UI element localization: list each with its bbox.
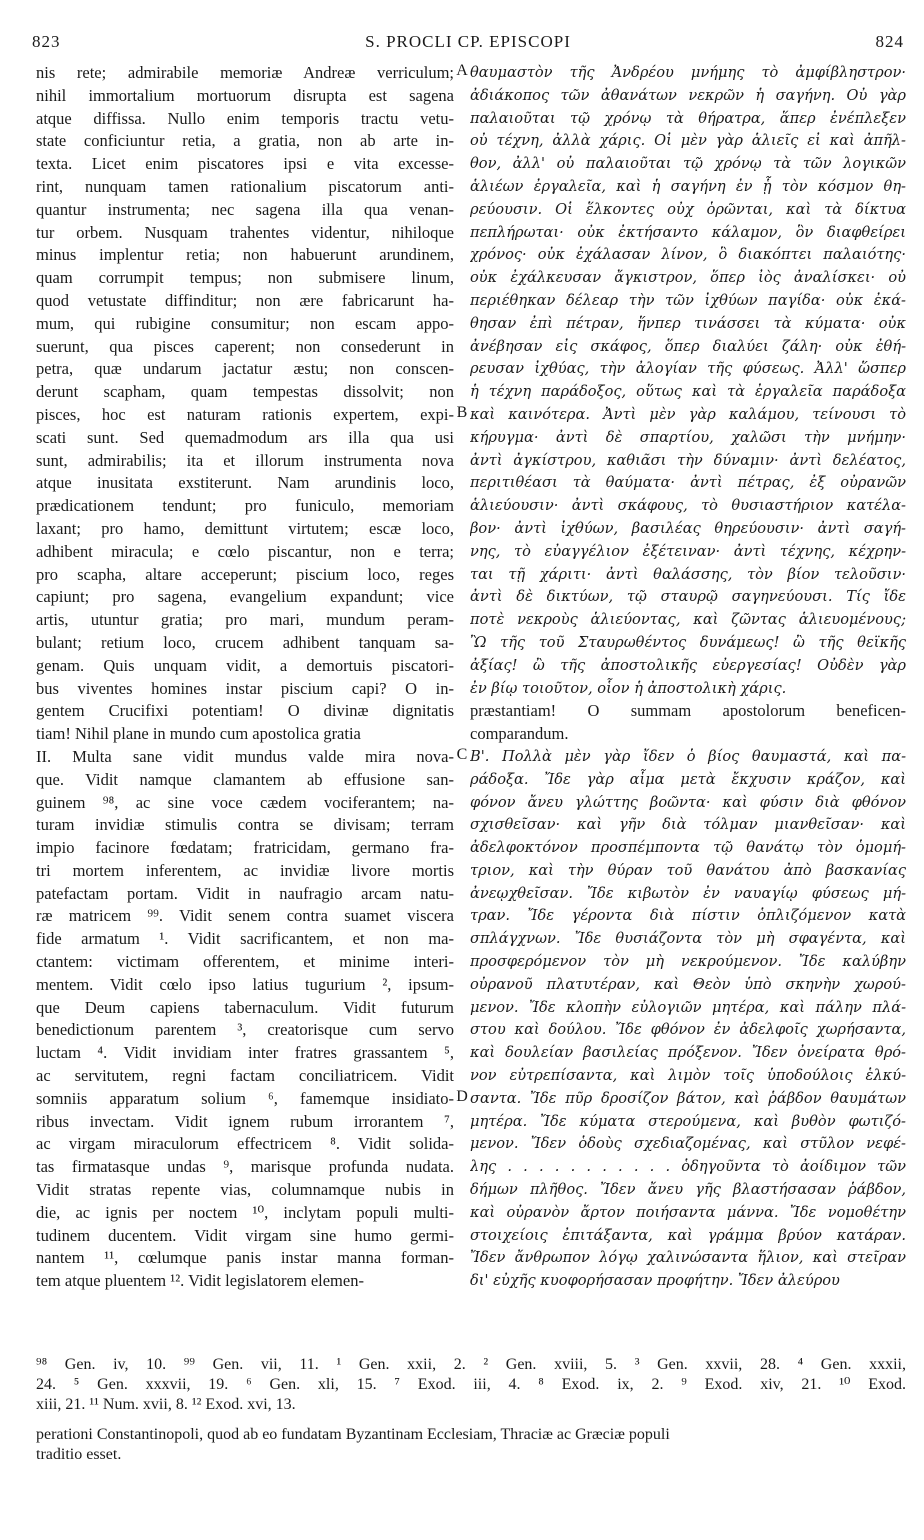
latin-column bbox=[36, 62, 454, 1293]
footnote-continuation bbox=[36, 1425, 906, 1465]
greek-text-line: ἐν βίῳ τοιοῦτον, οἷον ἡ ἀποστολικὴ χάρις. bbox=[470, 679, 787, 697]
section-marker-b: B bbox=[456, 404, 468, 421]
latin-text-line: somniis apparatum solium ⁶, famemque insidiato- bbox=[36, 1088, 454, 1108]
greek-text-line: σπλάγχνων. Ἴδε θυσιάζοντα τὸν μὴ σφαγέντα, καὶ bbox=[470, 930, 906, 948]
greek-text-line: σαντα. Ἴδε πῦρ δροσίζον βάτον, καὶ ῥάβδον θαυμάτων bbox=[470, 1089, 906, 1107]
latin-text-line: guinem ⁹⁸, ac sine voce cædem vociferantem; na- bbox=[36, 792, 454, 812]
section-marker-d: D bbox=[456, 1088, 468, 1105]
latin-text-line: minus implentur retia; non habuerunt arundinem, bbox=[36, 245, 454, 265]
latin-text-line: que. Vidit namque clamantem ab effusione san- bbox=[36, 769, 454, 789]
greek-text-line: præstantiam! O summam apostolorum beneficen- bbox=[470, 701, 906, 721]
greek-text-line: ἁλιεύουσιν· ἀντὶ σκάφους, τὸ θυσιαστήριον κατέλα- bbox=[470, 497, 906, 515]
latin-text-line: mum, qui rubigine consumitur; non escam appo- bbox=[36, 313, 454, 333]
latin-text-line: tri mortem inferentem, ac invidiæ livore mortis bbox=[36, 860, 454, 880]
latin-text-line: Vidit stratas repente vias, columnamque nubis in bbox=[36, 1180, 454, 1200]
footnote-line: ⁹⁸ Gen. iv, 10. ⁹⁹ Gen. vii, 11. ¹ Gen. xxii, 2. ² Gen. xviii, 5. ³ Gen. xxvii, 28. ⁴ Gen. xxxii, bbox=[36, 1356, 906, 1373]
latin-text-line: artis, utuntur gratia; pro mari, mundum peram- bbox=[36, 610, 454, 630]
page-number-left: 823 bbox=[32, 32, 61, 51]
latin-text-line: tem atque pluentem ¹². Vidit legislatorem elemen- bbox=[36, 1271, 364, 1291]
greek-text-line: ἀξίας! ὢ τῆς ἀποστολικῆς εὐεργεσίας! Οὐδὲν γὰρ bbox=[470, 656, 906, 674]
latin-text-line: atque inusitata exstiterunt. Nam arundinis loco, bbox=[36, 473, 454, 493]
greek-text-line: χρόνος· οὐκ ἐχάλασαν λίνον, ὃ διακόπτει παλαιότης· bbox=[470, 246, 906, 264]
latin-text-line: II. Multa sane vidit mundus valde mira nova- bbox=[36, 746, 454, 766]
latin-text-line: quam corrumpit tempus; non submisere linum, bbox=[36, 268, 454, 288]
footnote-line: xiii, 21. ¹¹ Num. xvii, 8. ¹² Exod. xvi, 13. bbox=[36, 1396, 296, 1413]
latin-text-line: scati sunt. Sed quemadmodum ars illa qua usi bbox=[36, 427, 454, 447]
greek-text-line: οὐ τέχνη, ἀλλὰ χάρις. Οἱ μὲν γὰρ ἁλιεῖς εἰ καὶ ἀπῆλ- bbox=[470, 132, 906, 150]
latin-text-line: derunt scapham, quam tempestas dissolvit; non bbox=[36, 382, 454, 402]
latin-text-line: turam invidiæ stimulis contra se divisam; terram bbox=[36, 815, 454, 835]
latin-text-line: pro scapha, altare acceperunt; piscium loco, reges bbox=[36, 564, 454, 584]
latin-text-line: impio facinore fœdatam; fratricidam, germano fra- bbox=[36, 838, 454, 858]
greek-text-line: τραν. Ἴδε γέροντα διὰ πίστιν ὁπλιζόμενον κατὰ bbox=[470, 907, 906, 925]
latin-text-line: gentem Crucifixi potentiam! O divinæ dignitatis bbox=[36, 701, 454, 721]
greek-text-line: Ὢ τῆς τοῦ Σταυρωθέντος δυνάμεως! ὢ τῆς θεϊκῆς bbox=[470, 633, 906, 651]
greek-text-line: ἀντὶ δὲ δικτύων, τῷ σταυρῷ σαγηνεύουσι. Τίς ἴδε bbox=[470, 588, 906, 606]
greek-text-line: μητέρα. Ἴδε κύματα στερούμενα, καὶ βυθὸν φωτιζό- bbox=[470, 1112, 906, 1130]
greek-text-line: δήμων πλῆθος. Ἴδεν ἄνευ γῆς βλαστήσασαν ῥάβδον, bbox=[470, 1181, 906, 1199]
latin-text-line: ræ matricem ⁹⁹. Vidit senem contra suamet viscera bbox=[36, 906, 454, 926]
latin-text-line: benedictionum parentem ³, creatorisque cum servo bbox=[36, 1020, 454, 1040]
greek-text-line: φόνον ἄνευ γλώττης βοῶντα· καὶ φύσιν διὰ φθόνον bbox=[470, 793, 906, 811]
latin-text-line: tudinem ducentem. Vidit virgam sine humo germi- bbox=[36, 1225, 454, 1245]
greek-column bbox=[470, 62, 906, 1293]
greek-text-line: καὶ καινότερα. Ἀντὶ μὲν γὰρ καλάμου, τείνουσι τὸ bbox=[470, 405, 906, 423]
latin-text-line: ac virgam miraculorum effectricem ⁸. Vidit solida- bbox=[36, 1134, 454, 1154]
greek-text-line: Ἴδεν ἄνθρωπον λόγῳ χαλινώσαντα ἥλιον, καὶ στεῖραν bbox=[470, 1249, 906, 1267]
latin-text-line: tur orbem. Nusquam trahentes videntur, nihiloque bbox=[36, 222, 454, 242]
continuation-text-line: perationi Constantinopoli, quod ab eo fundatam Byzantinam Ecclesiam, Thraciæ ac Græciæ populi bbox=[36, 1426, 670, 1443]
greek-text-line: θαυμαστὸν τῆς Ἀνδρέου μνήμης τὸ ἀμφίβληστρον· bbox=[470, 64, 906, 81]
latin-text-line: laxant; pro hamo, demittunt virtutem; escæ loco, bbox=[36, 518, 454, 538]
latin-text-line: quod vetustate diffinditur; non ære fabricarunt ha- bbox=[36, 290, 454, 310]
greek-text-line: καὶ οὐρανὸν ἄρτον ποιήσαντα μάννα. Ἴδε νομοθέτην bbox=[470, 1203, 906, 1221]
greek-text-line: ἀδελφοκτόνον προσπέμποντα τῷ θανάτῳ τὸν ὁμομή- bbox=[470, 839, 906, 857]
greek-text-line: δι' εὐχῆς κυοφορήσασαν προφήτην. Ἴδεν ἀλεύρου bbox=[470, 1272, 840, 1290]
latin-text-line: bulant; retium loco, crucem adhibent tanquam sa- bbox=[36, 632, 454, 652]
latin-text-line: patefactam portam. Vidit in naufragio arcam natu- bbox=[36, 883, 454, 903]
greek-text-line: πεπλήρωται· οὐκ ἐκτήσαντο κάλαμον, ὃν διαφθείρει bbox=[470, 223, 906, 241]
greek-text-line: στοιχείοις ἐπιτάξαντα, καὶ γράμμα βρύον κατάραν. bbox=[470, 1226, 906, 1244]
latin-text-line: bus viventes homines instar piscium capi? O in- bbox=[36, 678, 454, 698]
latin-text-line: prædicationem tendunt; pro funiculo, memoriam bbox=[36, 496, 454, 516]
greek-text-line: οὐκ ἐχάλκευσαν ἄγκιστρον, ὅπερ ἰὸς ἀναλίσκει· οὐ bbox=[470, 269, 906, 287]
greek-text-line: ρευσαν ἰχθύας, τὴν ἀλογίαν τῆς φύσεως. Ἀλλ' ὥσπερ bbox=[470, 360, 906, 378]
latin-text-line: quantur instrumenta; nec sagena illa qua venan- bbox=[36, 199, 454, 219]
greek-text-line: στου καὶ δούλου. Ἴδε φθόνον ἐν ἀδελφοῖς χωρήσαντα, bbox=[470, 1021, 906, 1039]
latin-text-line: rint, nunquam tamen rationalium piscatorum anti- bbox=[36, 176, 454, 196]
section-marker-a: A bbox=[456, 62, 468, 79]
latin-text-line: petra, quæ undarum jactatur æstu; non conscen- bbox=[36, 359, 454, 379]
greek-text-line: οὐρανοῦ πλατυτέραν, καὶ Θεὸν ὑπὸ σκηνὴν χωρού- bbox=[470, 975, 906, 993]
greek-text-line: ἡ τέχνη παράδοξος, οὕτως καὶ τὰ ἐργαλεῖα παράδοξα bbox=[470, 383, 906, 401]
latin-text-line: genam. Quis unquam vidit, a demortuis piscatori- bbox=[36, 655, 454, 675]
latin-text-line: ac servitutem, regni factam conciliatricem. Vidit bbox=[36, 1066, 454, 1086]
latin-text-line: die, ac ignis per noctem ¹⁰, inclytam populi multi- bbox=[36, 1202, 454, 1222]
latin-text-line: ribus invectam. Vidit ignem rubum irrorantem ⁷, bbox=[36, 1111, 454, 1131]
latin-text-line: nihil immortalium mortuorum disrupta est sagena bbox=[36, 85, 454, 105]
greek-text-line: παλαιοῦται τῷ χρόνῳ τὰ θήρατρα, ἅπερ ἐνέπλεξεν bbox=[470, 109, 906, 127]
footnotes bbox=[36, 1355, 906, 1415]
greek-text-line: ται τῇ χάριτι· ἀντὶ θαλάσσης, τὸν βίον τελοῦσιν· bbox=[470, 565, 906, 583]
latin-text-line: pisces, hoc est naturam rationis expertem, expi- bbox=[36, 404, 454, 424]
greek-text-line: ἀνεῳχθεῖσαν. Ἴδε κιβωτὸν ἐν ναυαγίῳ φύσεως μή- bbox=[470, 884, 906, 902]
greek-text-line: θον, ἀλλ' οὐ παλαιοῦται τῷ χρόνῳ τὰ τῶν λογικῶν bbox=[470, 155, 906, 173]
greek-text-line: λης . . . . . . . . . . . ὁδηγοῦντα τὸ ἀοίδιμον τῶν bbox=[470, 1158, 906, 1176]
greek-text-line: κήρυγμα· ἀντὶ δὲ σπαρτίου, χαλῶσι τὴν μνήμην· bbox=[470, 428, 906, 446]
latin-text-line: atque diffissa. Nullo enim temporis tractu vetu- bbox=[36, 108, 454, 128]
footnote-line: 24. ⁵ Gen. xxxvii, 19. ⁶ Gen. xli, 15. ⁷ Exod. iii, 4. ⁸ Exod. ix, 2. ⁹ Exod. xiv, 21. ¹⁰ Exod. bbox=[36, 1376, 906, 1393]
greek-text-line: προσφερόμενον τὸν μὴ νεκρούμενον. Ἴδε καλύβην bbox=[470, 953, 906, 971]
continuation-text-line: traditio esset. bbox=[36, 1446, 122, 1463]
latin-text-line: mentem. Vidit cœlo ipso latius tugurium ², ipsum- bbox=[36, 974, 454, 994]
latin-text-line: state conficiuntur retia, a gratia, non ab arte in- bbox=[36, 131, 454, 151]
greek-text-line: ἁλιέων ἐργαλεῖα, καὶ ἡ σαγήνη ἐν ᾗ τὸν κόσμον θη- bbox=[470, 177, 906, 195]
greek-text-line: comparandum. bbox=[470, 724, 569, 744]
latin-text-line: fide armatum ¹. Vidit sacrificantem, et non ma- bbox=[36, 929, 454, 949]
greek-text-line: μενον. Ἴδεν ὁδοὺς σχεδιαζομένας, καὶ στῦλον νεφέ- bbox=[470, 1135, 906, 1153]
latin-text-line: ctantem: victimam offerentem, et minime interi- bbox=[36, 952, 454, 972]
greek-text-line: σχισθεῖσαν· καὶ γῆν διὰ τόλμαν μιανθεῖσαν· καὶ bbox=[470, 816, 906, 834]
latin-text-line: texta. Licet enim piscatores ipsi e vita excesse- bbox=[36, 154, 454, 174]
latin-text-line: luctam ⁴. Vidit invidiam inter fratres grassantem ⁵, bbox=[36, 1043, 454, 1063]
greek-text-line: ρεύουσιν. Οἱ ἕλκοντες οὐχ ὁρῶνται, καὶ τὰ δίκτυα bbox=[470, 200, 906, 218]
greek-text-line: Β'. Πολλὰ μὲν γὰρ ἴδεν ὁ βίος θαυμαστά, καὶ πα- bbox=[470, 747, 906, 765]
latin-text-line: tas firmatasque undas ⁹, marisque profunda nudata. bbox=[36, 1157, 454, 1177]
latin-text-line: nantem ¹¹, cœlumque panis instar manna forman- bbox=[36, 1248, 454, 1268]
greek-text-line: νης, τὸ εὐαγγέλιον ἐξέτειναν· ἀντὶ τέχνης, κέχρην- bbox=[470, 542, 906, 560]
greek-text-line: βον· ἀντὶ ἰχθύων, βασιλέας θηρεύουσιν· ἀντὶ σαγή- bbox=[470, 519, 906, 537]
greek-text-line: ἀντὶ ἀγκίστρου, καθιᾶσι τὴν δύναμιν· ἀντὶ δελέατος, bbox=[470, 451, 906, 469]
latin-text-line: adhibent miracula; e cœlo piscantur, non e terra; bbox=[36, 541, 454, 561]
greek-text-line: μενον. Ἴδε κλοπὴν εὐλογιῶν μητέρα, καὶ πάλην πλά- bbox=[470, 998, 906, 1016]
running-header bbox=[32, 32, 904, 56]
latin-text-line: sunt, admirabilis; ita et illorum instrumenta nova bbox=[36, 450, 454, 470]
page-number-right: 824 bbox=[875, 32, 904, 51]
greek-text-line: ποτὲ νεκροὺς ἁλιεύοντας, καὶ ζῶντας ἁλιευομένους; bbox=[470, 611, 906, 629]
greek-text-line: ἀνέβησαν εἰς σκάφος, ὅπερ διαλύει ζάλη· οὐκ ἐθή- bbox=[470, 337, 906, 355]
section-marker-c: C bbox=[456, 746, 468, 763]
greek-text-line: περιέθηκαν δέλεαρ τὴν τῶν ἰχθύων παγίδα· οὐκ ἐκά- bbox=[470, 291, 906, 309]
greek-text-line: ράδοξα. Ἴδε γὰρ αἷμα μετὰ ἔκχυσιν κράζον, καὶ bbox=[470, 770, 906, 788]
greek-text-line: τριον, καὶ τὴν θύραν τοῦ θανάτου ἀπὸ βασκανίας bbox=[470, 861, 906, 879]
greek-text-line: καὶ δουλείαν βασιλείας πρόξενον. Ἴδεν ὀνείρατα θρό- bbox=[470, 1044, 906, 1062]
latin-text-line: suerunt, qua pisces caperent; non consederunt in bbox=[36, 336, 454, 356]
greek-text-line: θησαν ἐπὶ πέτραν, ἥνπερ τινάσσει τὰ κύματα· οὐκ bbox=[470, 314, 906, 332]
latin-text-line: nis rete; admirabile memoriæ Andreæ verriculum; bbox=[36, 63, 454, 82]
latin-text-line: capiunt; pro sagena, evangelium expandunt; vice bbox=[36, 587, 454, 607]
greek-text-line: ἀδιάκοπος τῶν ἀθανάτων νεκρῶν ἡ σαγήνη. Οὐ γὰρ bbox=[470, 86, 906, 104]
latin-text-line: tiam! Nihil plane in mundo cum apostolica gratia bbox=[36, 724, 361, 744]
running-title: S. PROCLI CP. EPISCOPI bbox=[365, 32, 571, 51]
greek-text-line: περιτιθέασι τὰ θαύματα· ἀντὶ πέτρας, ἐξ οὐρανῶν bbox=[470, 474, 906, 492]
latin-text-line: que Deum capiens tabernaculum. Vidit futurum bbox=[36, 997, 454, 1017]
greek-text-line: νον εὐτρεπίσαντα, καὶ λιμὸν τοῖς ὑποδούλοις ἑλκύ- bbox=[470, 1067, 906, 1085]
